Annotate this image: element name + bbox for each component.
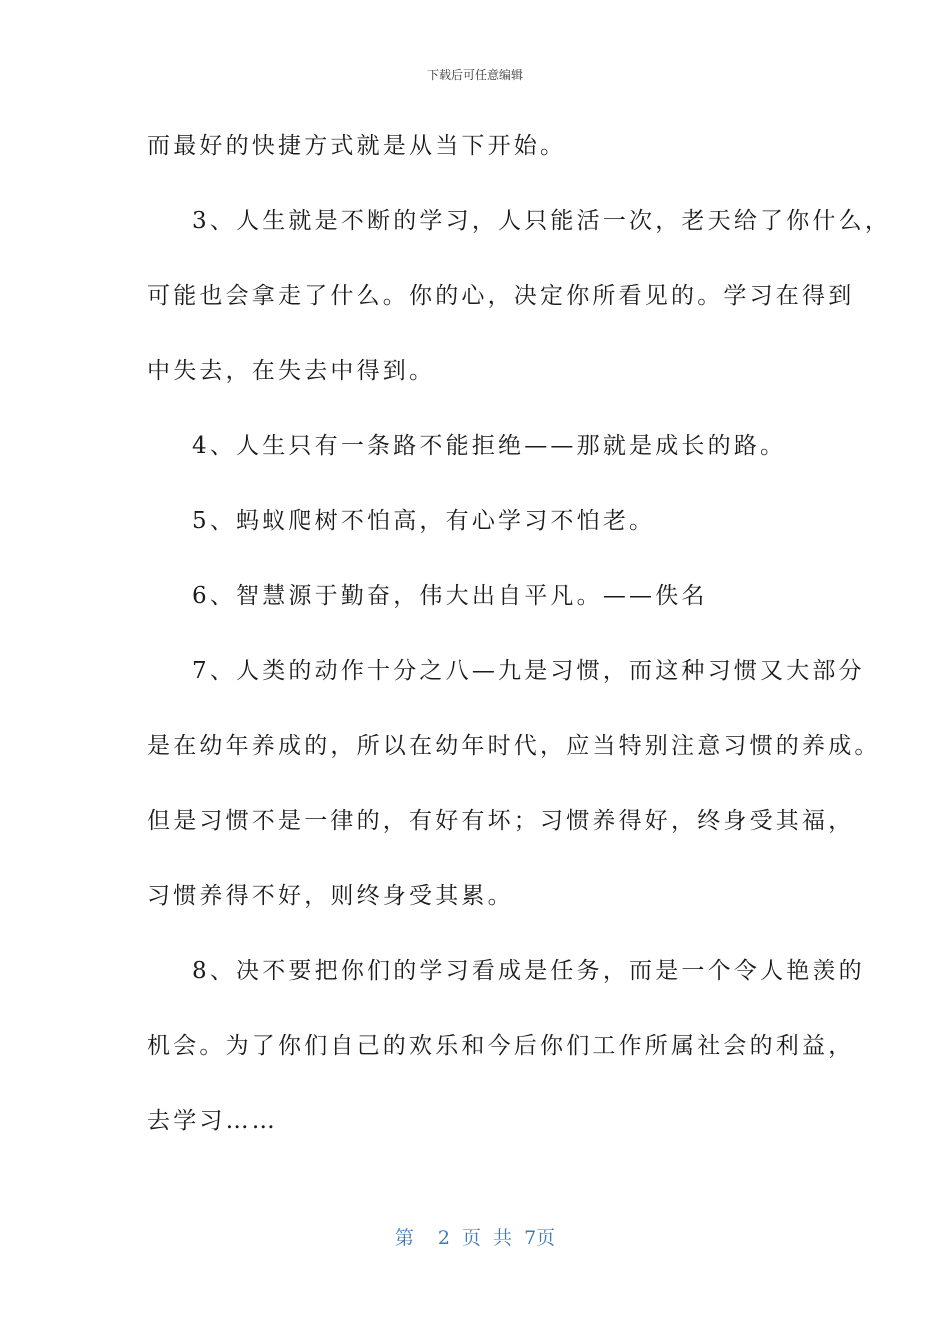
text-line: 中失去，在失去中得到。	[147, 358, 436, 384]
text-line: 可能也会拿走了什么。你的心，决定你所看见的。学习在得到	[147, 283, 855, 309]
text-line: 但是习惯不是一律的，有好有坏；习惯养得好，终身受其福，	[147, 808, 855, 834]
text-line: 而最好的快捷方式就是从当下开始。	[147, 133, 567, 159]
page-header: 下载后可任意编辑	[426, 68, 523, 82]
text-line: 4、人生只有一条路不能拒绝——那就是成长的路。	[192, 433, 787, 459]
text-line: 6、智慧源于勤奋，伟大出自平凡。——佚名	[192, 583, 708, 609]
text-line: 是在幼年养成的，所以在幼年时代，应当特别注意习惯的养成。	[147, 733, 881, 759]
text-line: 7、人类的动作十分之八—九是习惯，而这种习惯又大部分	[192, 658, 865, 684]
text-line: 5、蚂蚁爬树不怕高，有心学习不怕老。	[192, 508, 656, 534]
text-line: 去学习……	[147, 1108, 278, 1134]
text-line: 8、决不要把你们的学习看成是任务，而是一个令人艳羡的	[192, 958, 865, 984]
text-line: 习惯养得不好，则终身受其累。	[147, 883, 514, 909]
text-line: 机会。为了你们自己的欢乐和今后你们工作所属社会的利益，	[147, 1033, 855, 1059]
page-number-footer: 第 2 页 共 7页	[394, 1227, 556, 1249]
text-line: 3、人生就是不断的学习，人只能活一次，老天给了你什么，	[192, 208, 892, 234]
